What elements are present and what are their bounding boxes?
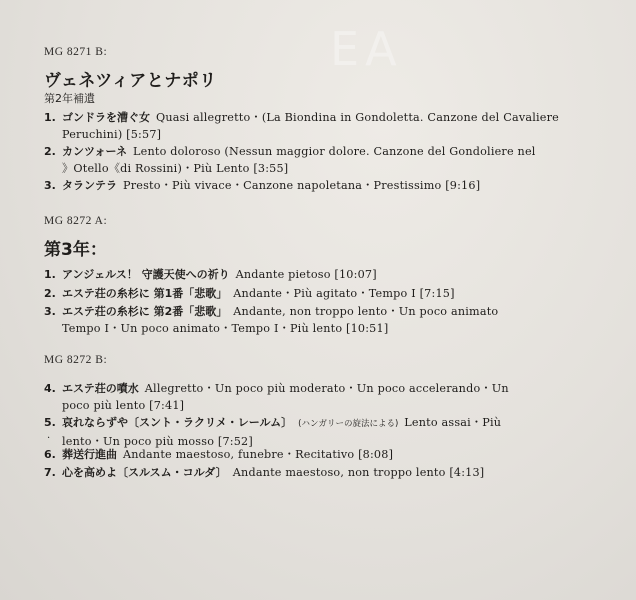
track-tempo-line: Lento assai・Più bbox=[404, 416, 502, 429]
track-tempo-line: Quasi allegretto・(La Biondina in Gondoletta. Canzone del Cavaliere bbox=[156, 111, 559, 124]
track-title-jp: エステ荘の糸杉に 第2番「悲歌」 bbox=[62, 305, 228, 318]
catalog-number-8271b: MG 8271 B: bbox=[44, 46, 108, 58]
section-title-venezia-napoli: ヴェネツィアとナポリ bbox=[44, 71, 217, 91]
track-number: 2. bbox=[44, 287, 56, 300]
track-title-jp: エステ荘の糸杉に 第1番「悲歌」 bbox=[62, 287, 228, 300]
track-number: 1. bbox=[44, 111, 56, 124]
track-item bbox=[44, 464, 604, 481]
track-tempo-line: Peruchini) [5:57] bbox=[62, 128, 162, 141]
track-tempo-line: poco più lento [7:41] bbox=[62, 399, 185, 412]
track-number: 5. bbox=[44, 416, 56, 429]
track-item bbox=[44, 380, 604, 414]
track-mode-note: (ハンガリーの旋法による) bbox=[298, 419, 399, 429]
track-tempo-line: lento・Un poco più mosso [7:52] bbox=[62, 435, 253, 448]
track-item bbox=[44, 266, 604, 283]
stray-mark: . bbox=[47, 430, 51, 441]
track-tempo-line: Andante maestoso, non troppo lento [4:13] bbox=[232, 466, 485, 479]
track-number: 2. bbox=[44, 145, 56, 158]
section-title-third-year: 第3年： bbox=[44, 240, 107, 260]
track-title-jp: カンツォーネ bbox=[62, 145, 128, 158]
track-number: 3. bbox=[44, 179, 56, 192]
track-item bbox=[44, 177, 604, 194]
track-title-jp: タランテラ bbox=[62, 179, 117, 192]
track-number: 7. bbox=[44, 466, 56, 479]
track-title-jp: アンジェルス！ 守護天使への祈り bbox=[62, 268, 230, 281]
track-title-jp: ゴンドラを漕ぐ女 bbox=[62, 111, 150, 124]
watermark-text: EA bbox=[330, 22, 403, 76]
track-item bbox=[44, 303, 604, 337]
track-item bbox=[44, 446, 604, 463]
track-tempo-line: Lento doloroso (Nessun maggior dolore. Canzone del Gondoliere nel bbox=[133, 145, 536, 158]
track-title-jp: エステ荘の噴水 bbox=[62, 382, 139, 395]
track-tempo-line: Presto・Più vivace・Canzone napoletana・Prestissimo [9:16] bbox=[123, 179, 481, 192]
track-title-jp: 哀れならずや〔スント・ラクリメ・レールム〕 bbox=[62, 416, 293, 429]
catalog-number-8272b: MG 8272 B: bbox=[44, 354, 108, 366]
track-title-jp: 葬送行進曲 bbox=[62, 448, 117, 461]
track-number: 1. bbox=[44, 268, 56, 281]
track-item bbox=[44, 414, 604, 450]
section-subtitle: 第2年補遺 bbox=[44, 92, 95, 105]
track-number: 6. bbox=[44, 448, 56, 461]
track-tempo-line: Andante, non troppo lento・Un poco animato bbox=[233, 305, 499, 318]
track-tempo-line: Tempo Ⅰ・Un poco animato・Tempo Ⅰ・Più lento [10:51] bbox=[62, 322, 389, 335]
track-number: 3. bbox=[44, 305, 56, 318]
track-title-jp: 心を高めよ〔スルスム・コルダ〕 bbox=[62, 466, 227, 479]
track-tempo-line: Andante・Più agitato・Tempo Ⅰ [7:15] bbox=[233, 287, 455, 300]
track-item bbox=[44, 109, 604, 143]
catalog-number-8272a: MG 8272 A: bbox=[44, 215, 108, 227]
track-number: 4. bbox=[44, 382, 56, 395]
track-tempo-line: Allegretto・Un poco più moderato・Un poco accelerando・Un bbox=[144, 382, 509, 395]
track-tempo-line: 》Otello《di Rossini)・Più Lento [3:55] bbox=[62, 162, 289, 175]
track-item bbox=[44, 285, 604, 302]
track-tempo-line: Andante pietoso [10:07] bbox=[235, 268, 377, 281]
track-item bbox=[44, 143, 604, 177]
track-tempo-line: Andante maestoso, funebre・Recitativo [8:08] bbox=[123, 448, 394, 461]
